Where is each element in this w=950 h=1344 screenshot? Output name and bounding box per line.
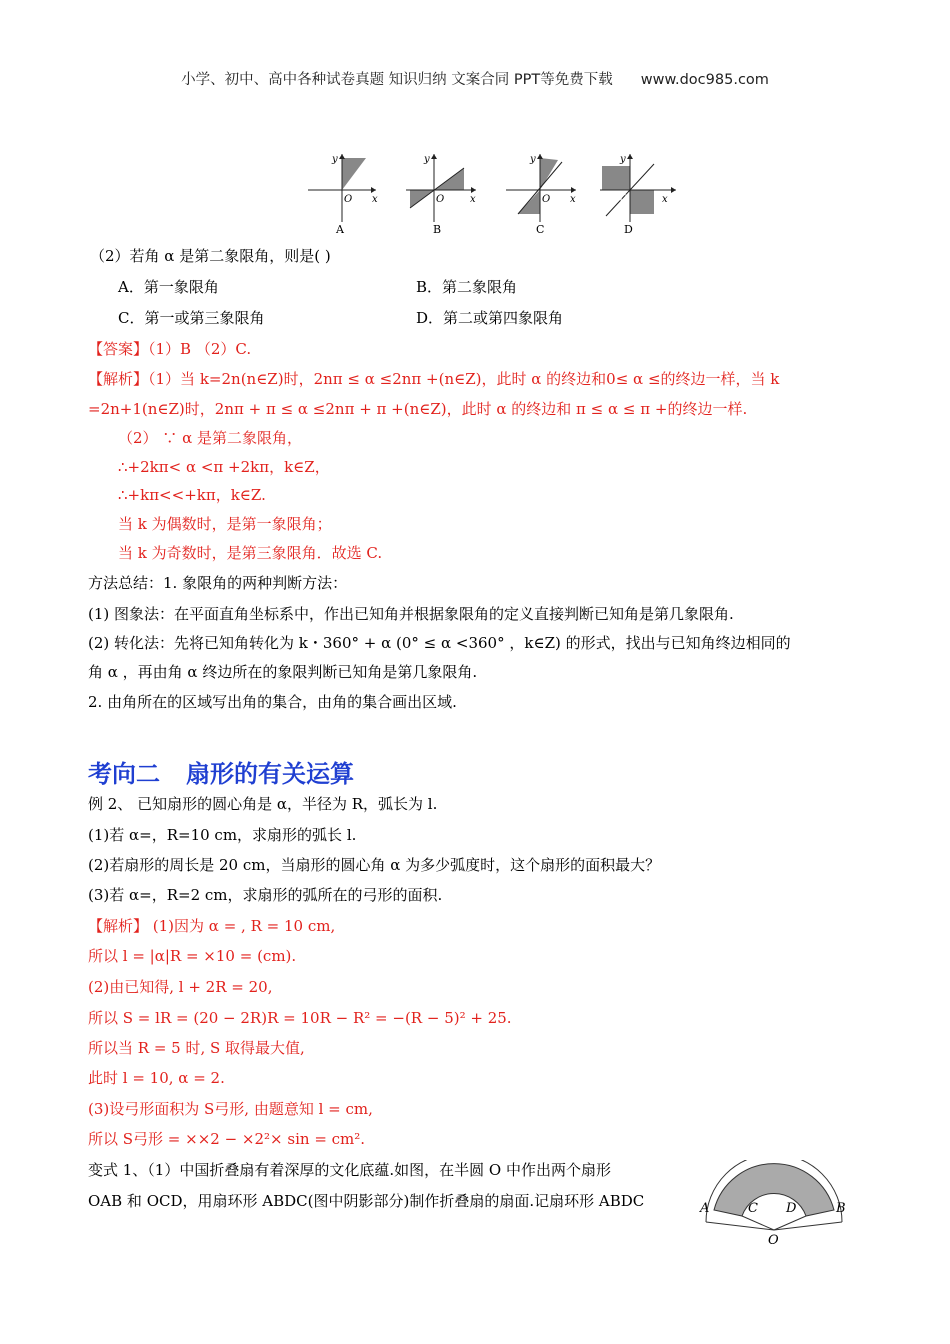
figure-b-y-label: y [424,154,430,165]
variant-line-1: 变式 1、（1）中国折叠扇有着深厚的文化底蕴.如图，在半圆 O 中作出两个扇形 [88,1161,611,1179]
analysis-text-1: （1）当 k=2n(n∈Z)时，2nπ ≤ α ≤2nπ +(n∈Z)，此时 α 的终边和0≤ α ≤的终边一样，当 k [148,370,780,388]
solution-line-1 [88,916,335,936]
option-c: C．第一或第三象限角 [118,309,265,327]
figure-d-origin: O [620,194,629,205]
quadrant-figures [300,150,680,240]
analysis-line-4: ∴+2kπ< α <π +2kπ，k∈Z， [118,458,330,476]
section-title: 扇形的有关运算 [186,760,354,788]
method-line-4: 角 α ，再由角 α 终边所在的象限判断已知角是第几象限角. [88,663,478,681]
fan-diagram [698,1160,858,1244]
section-heading [88,754,354,789]
figure-b-label: B [433,223,442,236]
answer-text: （1）B （2）C. [148,340,252,358]
figure-d [600,154,676,236]
solution-line-4: 所以 S = lR = (20 − 2R)R = 10R − R² = −(R − 5)² + 25. [88,1009,512,1027]
example-line-3: (2)若扇形的周长是 20 cm，当扇形的圆心角 α 为多少弧度时，这个扇形的面积最大？ [88,856,661,874]
solution-line-7: (3)设弓形面积为 S弓形, 由题意知 l = cm, [88,1100,373,1118]
solution-line-6: 此时 l = 10, α = 2. [88,1069,225,1087]
figure-b [406,154,476,236]
fan-label-o: O [768,1233,779,1244]
example-line-1: 例 2、 已知扇形的圆心角是 α，半径为 R，弧长为 l. [88,795,438,813]
analysis-line-7: 当 k 为奇数时，是第三象限角．故选 C. [118,544,383,562]
figure-c-origin: O [542,194,551,205]
figure-a-label: A [336,223,344,236]
method-line-1: 方法总结：1. 象限角的两种判断方法： [88,574,348,592]
figure-a-x-label: x [372,194,378,205]
solution-line-3: (2)由已知得, l + 2R = 20, [88,978,273,996]
solution-tag: 【解析】 [88,917,149,935]
answer-tag: 【答案】 [88,340,149,358]
page-header [0,68,950,89]
method-line-2: (1) 图象法：在平面直角坐标系中，作出已知角并根据象限角的定义直接判断已知角是第几象限角. [88,605,734,623]
analysis-tag: 【解析】 [88,370,149,388]
fan-label-c: C [748,1201,758,1216]
header-url: www.doc985.com [640,72,769,88]
figure-a-y-label: y [332,154,338,165]
figure-c-x-label: x [570,194,576,205]
fan-label-a: A [700,1201,710,1216]
option-d: D．第二或第四象限角 [416,309,564,327]
figure-d-label: D [624,223,633,236]
figure-a [308,154,378,236]
answer-line [88,339,251,359]
variant-line-2: OAB 和 OCD，用扇环形 ABDC(图中阴影部分)制作折叠扇的扇面.记扇环形 ABDC [88,1192,645,1210]
figure-c [506,154,576,236]
figure-b-x-label: x [470,194,476,205]
example-line-2: (1)若 α=，R=10 cm，求扇形的弧长 l. [88,826,357,844]
solution-line-2: 所以 l = |α|R = ×10 = (cm). [88,947,297,965]
figure-c-label: C [536,223,545,236]
header-text: 小学、初中、高中各种试卷真题 知识归纳 文案合同 PPT等免费下载 [181,72,613,88]
solution-line-5: 所以当 R = 5 时, S 取得最大值, [88,1039,305,1057]
section-number: 考向二 [88,760,160,788]
analysis-line-1 [88,369,779,389]
solution-text-1: (1)因为 α = , R = 10 cm, [148,917,336,935]
fan-label-d: D [786,1201,797,1216]
solution-line-8: 所以 S弓形 = ××2 − ×2²× sin = cm². [88,1130,366,1148]
fan-label-b: B [836,1201,846,1216]
option-a: A．第一象限角 [118,278,219,296]
analysis-line-2: =2n+1(n∈Z)时，2nπ + π ≤ α ≤2nπ + π +(n∈Z)，此时 α 的终边和 π ≤ α ≤ π +的终边一样. [88,400,748,418]
figure-d-x-label: x [662,194,668,205]
question-2-stem: （2）若角 α 是第二象限角，则是( ) [90,247,331,265]
analysis-line-3: （2） ∵ α 是第二象限角， [118,429,302,447]
analysis-line-6: 当 k 为偶数时，是第一象限角； [118,515,332,533]
figure-d-y-label: y [620,154,626,165]
example-line-4: (3)若 α=，R=2 cm，求扇形的弧所在的弓形的面积. [88,886,443,904]
figure-b-origin: O [436,194,445,205]
method-line-3: (2) 转化法：先将已知角转化为 k・360° + α (0° ≤ α <360° ，k∈Z) 的形式，找出与已知角终边相同的 [88,634,791,652]
figure-c-y-label: y [530,154,536,165]
method-line-5: 2. 由角所在的区域写出角的集合，由角的集合画出区域. [88,693,457,711]
figure-a-origin: O [344,194,353,205]
option-b: B．第二象限角 [416,278,518,296]
analysis-line-5: ∴+kπ<<+kπ，k∈Z. [118,486,266,504]
